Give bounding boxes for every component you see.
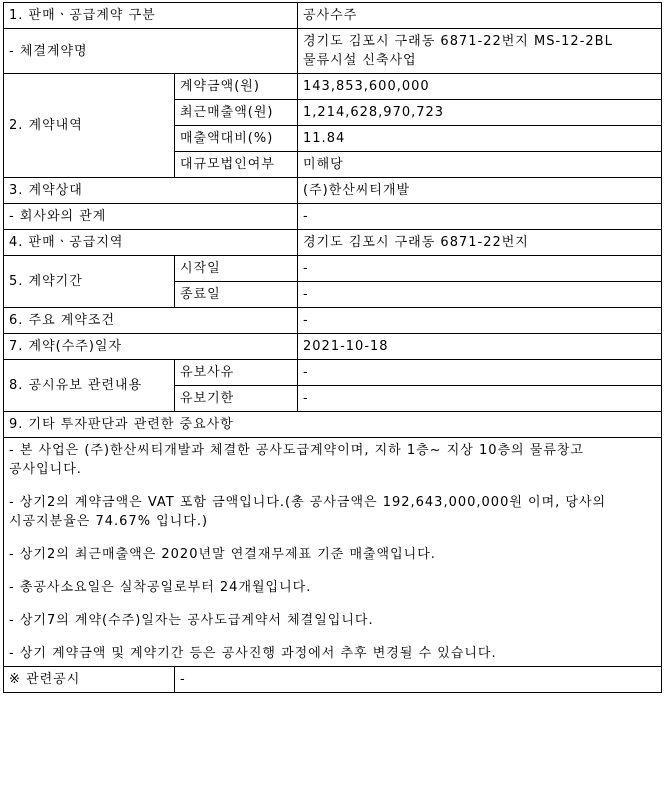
end-value: - [298,282,662,308]
sale-type-label: 1. 판매ㆍ공급계약 구분 [4,3,298,29]
row-other-heading [4,412,662,438]
note-item: - 상기2의 최근매출액은 2020년말 연결재무제표 기준 매출액입니다. [9,547,436,562]
related-value: - [175,667,662,693]
notes-cell [4,438,662,667]
row-contract-amount [4,74,662,100]
contract-name-label: - 체결계약명 [4,29,298,74]
row-deferral-reason [4,360,662,386]
deferral-reason-label: 유보사유 [175,360,298,386]
sale-type-value: 공사수주 [298,3,662,29]
recent-sales-label: 최근매출액(원) [175,100,298,126]
row-sale-type [4,3,662,29]
contract-date-value: 2021-10-18 [298,334,662,360]
deferral-label: 8. 공시유보 관련내용 [4,360,175,412]
note-item: - 상기2의 계약금액은 VAT 포함 금액입니다.(총 공사금액은 192,643,000,000원 이며, 당사의 시공지분율은 74.67% 입니다.) [9,495,607,529]
note-item: - 상기 계약금액 및 계약기간 등은 공사진행 과정에서 추후 변경될 수 있습니다. [9,646,497,661]
deferral-reason-value: - [298,360,662,386]
row-related [4,667,662,693]
contract-date-label: 7. 계약(수주)일자 [4,334,298,360]
deferral-deadline-value: - [298,386,662,412]
other-label: 9. 기타 투자판단과 관련한 중요사항 [4,412,662,438]
note-item: - 총공사소요일은 실착공일로부터 24개월입니다. [9,580,312,595]
row-region [4,230,662,256]
counterparty-value: (주)한산씨티개발 [298,178,662,204]
large-corp-label: 대규모법인여부 [175,152,298,178]
contract-amount-value: 143,853,600,000 [298,74,662,100]
row-contract-date [4,334,662,360]
end-label: 종료일 [175,282,298,308]
relationship-value: - [298,204,662,230]
row-contract-name [4,29,662,74]
row-period-start [4,256,662,282]
recent-sales-value: 1,214,628,970,723 [298,100,662,126]
note-item: - 상기7의 계약(수주)일자는 공사도급계약서 체결일입니다. [9,613,374,628]
contract-amount-label: 계약금액(원) [175,74,298,100]
region-label: 4. 판매ㆍ공급지역 [4,230,298,256]
sales-ratio-value: 11.84 [298,126,662,152]
start-label: 시작일 [175,256,298,282]
counterparty-label: 3. 계약상대 [4,178,298,204]
note-item: - 본 사업은 (주)한산씨티개발과 체결한 공사도급계약이며, 지하 1층~ 지상 10층의 물류창고 공사입니다. [9,443,584,477]
conditions-label: 6. 주요 계약조건 [4,308,298,334]
contract-name-value: 경기도 김포시 구래동 6871-22번지 MS-12-2BL 물류시설 신축사업 [298,29,662,74]
row-relationship [4,204,662,230]
contract-details-label: 2. 계약내역 [4,74,175,178]
sales-ratio-label: 매출액대비(%) [175,126,298,152]
contract-disclosure-table [3,2,662,693]
row-conditions [4,308,662,334]
period-label: 5. 계약기간 [4,256,175,308]
relationship-label: - 회사와의 관계 [4,204,298,230]
deferral-deadline-label: 유보기한 [175,386,298,412]
start-value: - [298,256,662,282]
conditions-value: - [298,308,662,334]
related-label: ※ 관련공시 [4,667,175,693]
large-corp-value: 미해당 [298,152,662,178]
region-value: 경기도 김포시 구래동 6871-22번지 [298,230,662,256]
row-counterparty [4,178,662,204]
row-notes [4,438,662,667]
